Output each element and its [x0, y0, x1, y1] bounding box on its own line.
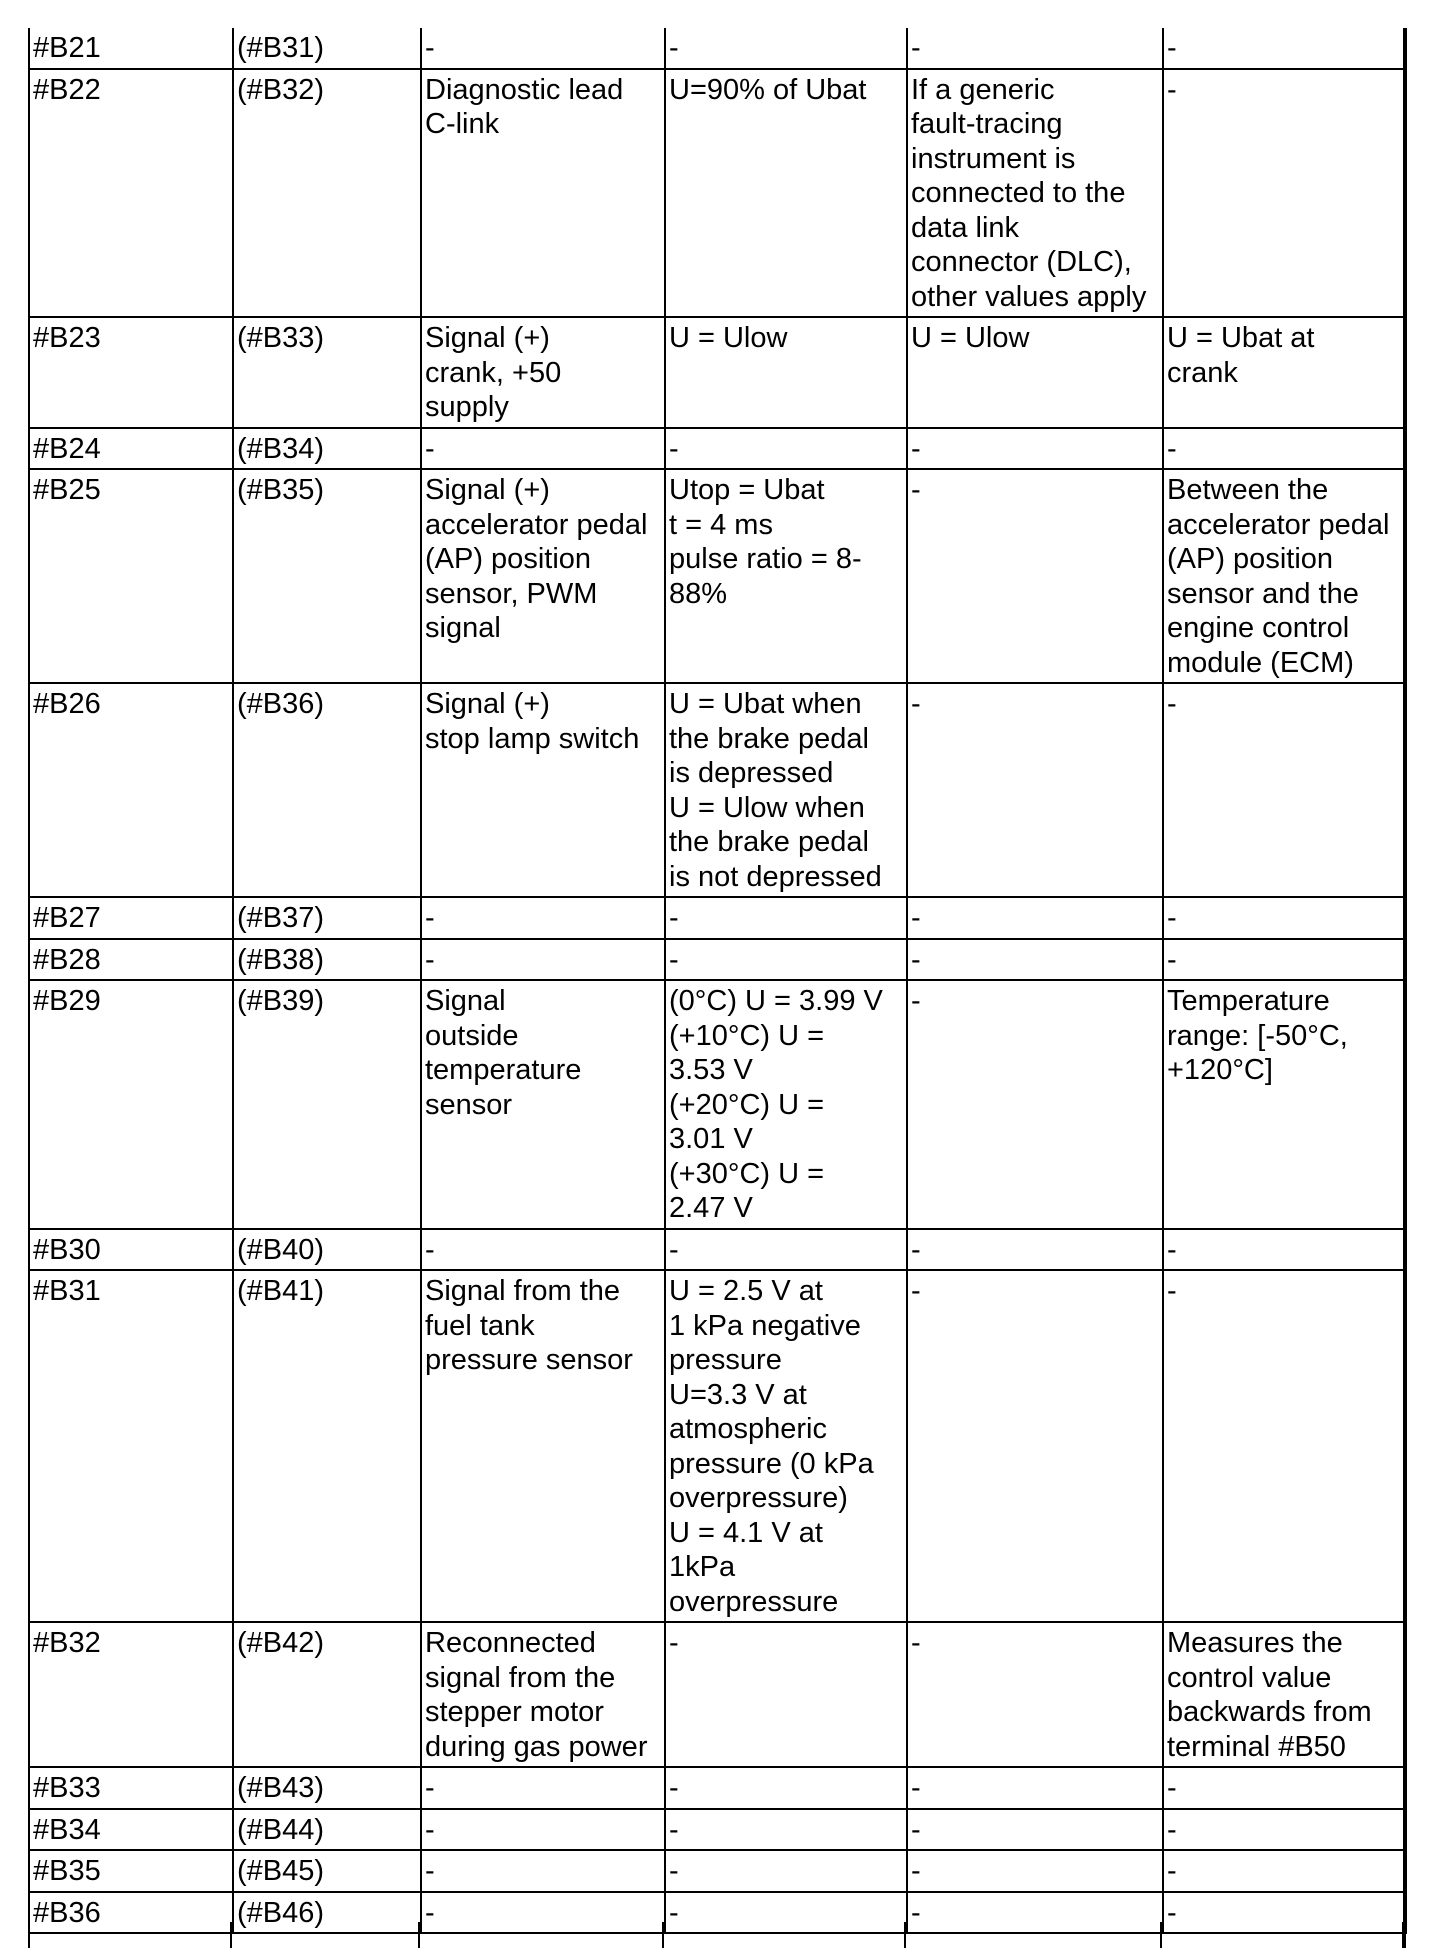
column-line	[418, 1922, 420, 1948]
function-cell: -	[421, 428, 665, 470]
terminal-cell: #B24	[29, 428, 233, 470]
terminal-cell: #B23	[29, 317, 233, 428]
value-cell: U = 2.5 V at 1 kPa negative pressure U=3.3 V at atmospheric pressure (0 kPa overpressure) U = 4.1 V at 1kPa overpressure	[665, 1270, 907, 1622]
value-cell: -	[665, 1809, 907, 1851]
function-cell: Signal outside temperature sensor	[421, 980, 665, 1229]
alt-terminal-cell: (#B39)	[233, 980, 421, 1229]
note-cell: -	[1163, 1270, 1405, 1622]
function-cell: Signal from the fuel tank pressure sensor	[421, 1270, 665, 1622]
alt-terminal-cell: (#B45)	[233, 1850, 421, 1892]
function-cell: -	[421, 897, 665, 939]
column-line	[230, 1922, 232, 1948]
alt-value-cell: -	[907, 1622, 1163, 1767]
terminal-cell: #B25	[29, 469, 233, 683]
alt-terminal-cell: (#B32)	[233, 69, 421, 318]
note-cell: -	[1163, 1892, 1405, 1934]
column-line	[904, 1922, 906, 1948]
table-row	[29, 1270, 1405, 1622]
alt-terminal-cell: (#B42)	[233, 1622, 421, 1767]
alt-terminal-cell: (#B37)	[233, 897, 421, 939]
table-row	[29, 1850, 1405, 1892]
alt-value-cell: -	[907, 428, 1163, 470]
note-cell: -	[1163, 683, 1405, 897]
alt-value-cell: -	[907, 939, 1163, 981]
terminal-cell: #B21	[29, 28, 233, 69]
function-cell: Diagnostic lead C-link	[421, 69, 665, 318]
note-cell: U = Ubat at crank	[1163, 317, 1405, 428]
alt-terminal-cell: (#B36)	[233, 683, 421, 897]
column-line	[1160, 1922, 1162, 1948]
note-cell: -	[1163, 939, 1405, 981]
table-row	[29, 1892, 1405, 1934]
table-row	[29, 428, 1405, 470]
table-row	[29, 939, 1405, 981]
terminal-cell: #B36	[29, 1892, 233, 1934]
function-cell: -	[421, 1892, 665, 1934]
alt-terminal-cell: (#B35)	[233, 469, 421, 683]
terminal-cell: #B31	[29, 1270, 233, 1622]
table-row	[29, 28, 1405, 69]
alt-terminal-cell: (#B31)	[233, 28, 421, 69]
value-cell: U = Ubat when the brake pedal is depressed U = Ulow when the brake pedal is not depressed	[665, 683, 907, 897]
table-row	[29, 317, 1405, 428]
note-cell: -	[1163, 428, 1405, 470]
terminal-cell: #B33	[29, 1767, 233, 1809]
terminal-cell: #B32	[29, 1622, 233, 1767]
function-cell: -	[421, 28, 665, 69]
alt-value-cell: -	[907, 469, 1163, 683]
value-cell: -	[665, 1767, 907, 1809]
note-cell: -	[1163, 897, 1405, 939]
alt-terminal-cell: (#B46)	[233, 1892, 421, 1934]
column-line	[662, 1922, 664, 1948]
note-cell: -	[1163, 69, 1405, 318]
terminal-table	[28, 28, 1407, 1934]
alt-terminal-cell: (#B43)	[233, 1767, 421, 1809]
value-cell: -	[665, 1892, 907, 1934]
alt-terminal-cell: (#B34)	[233, 428, 421, 470]
table-row	[29, 897, 1405, 939]
value-cell: U = Ulow	[665, 317, 907, 428]
note-cell: -	[1163, 1809, 1405, 1851]
function-cell: -	[421, 1767, 665, 1809]
terminal-cell: #B30	[29, 1229, 233, 1271]
alt-terminal-cell: (#B41)	[233, 1270, 421, 1622]
alt-value-cell: -	[907, 897, 1163, 939]
terminal-cell: #B22	[29, 69, 233, 318]
table-row	[29, 69, 1405, 318]
value-cell: -	[665, 939, 907, 981]
alt-value-cell: -	[907, 1809, 1163, 1851]
table-row	[29, 683, 1405, 897]
note-cell: Between the accelerator pedal (AP) position sensor and the engine control module (ECM)	[1163, 469, 1405, 683]
alt-value-cell: -	[907, 28, 1163, 69]
function-cell: -	[421, 1850, 665, 1892]
terminal-cell: #B34	[29, 1809, 233, 1851]
table-row	[29, 980, 1405, 1229]
note-cell: -	[1163, 28, 1405, 69]
alt-value-cell: -	[907, 1892, 1163, 1934]
terminal-cell: #B35	[29, 1850, 233, 1892]
alt-value-cell: -	[907, 1767, 1163, 1809]
table-row	[29, 1229, 1405, 1271]
table-row	[29, 469, 1405, 683]
value-cell: (0°C) U = 3.99 V (+10°C) U = 3.53 V (+20°C) U = 3.01 V (+30°C) U = 2.47 V	[665, 980, 907, 1229]
function-cell: Reconnected signal from the stepper motor during gas power	[421, 1622, 665, 1767]
terminal-cell: #B26	[29, 683, 233, 897]
value-cell: Utop = Ubat t = 4 ms pulse ratio = 8- 88%	[665, 469, 907, 683]
alt-value-cell: U = Ulow	[907, 317, 1163, 428]
alt-value-cell: -	[907, 980, 1163, 1229]
table-row	[29, 1622, 1405, 1767]
alt-value-cell: -	[907, 1850, 1163, 1892]
terminal-cell: #B28	[29, 939, 233, 981]
table-row	[29, 1767, 1405, 1809]
table-body	[29, 28, 1405, 1933]
alt-terminal-cell: (#B44)	[233, 1809, 421, 1851]
value-cell: U=90% of Ubat	[665, 69, 907, 318]
function-cell: -	[421, 939, 665, 981]
value-cell: -	[665, 28, 907, 69]
function-cell: -	[421, 1229, 665, 1271]
column-line	[1402, 1922, 1406, 1948]
terminal-cell: #B27	[29, 897, 233, 939]
value-cell: -	[665, 897, 907, 939]
function-cell: Signal (+) crank, +50 supply	[421, 317, 665, 428]
alt-value-cell: -	[907, 683, 1163, 897]
value-cell: -	[665, 1850, 907, 1892]
note-cell: -	[1163, 1229, 1405, 1271]
alt-terminal-cell: (#B38)	[233, 939, 421, 981]
column-line	[28, 1922, 30, 1948]
note-cell: -	[1163, 1767, 1405, 1809]
note-cell: Temperature range: [-50°C, +120°C]	[1163, 980, 1405, 1229]
alt-terminal-cell: (#B40)	[233, 1229, 421, 1271]
value-cell: -	[665, 1622, 907, 1767]
value-cell: -	[665, 428, 907, 470]
terminal-cell: #B29	[29, 980, 233, 1229]
table-row	[29, 1809, 1405, 1851]
alt-terminal-cell: (#B33)	[233, 317, 421, 428]
alt-value-cell: If a generic fault-tracing instrument is connected to the data link connector (DLC), other values apply	[907, 69, 1163, 318]
function-cell: Signal (+) stop lamp switch	[421, 683, 665, 897]
note-cell: -	[1163, 1850, 1405, 1892]
value-cell: -	[665, 1229, 907, 1271]
note-cell: Measures the control value backwards from terminal #B50	[1163, 1622, 1405, 1767]
function-cell: -	[421, 1809, 665, 1851]
alt-value-cell: -	[907, 1270, 1163, 1622]
function-cell: Signal (+) accelerator pedal (AP) position sensor, PWM signal	[421, 469, 665, 683]
alt-value-cell: -	[907, 1229, 1163, 1271]
